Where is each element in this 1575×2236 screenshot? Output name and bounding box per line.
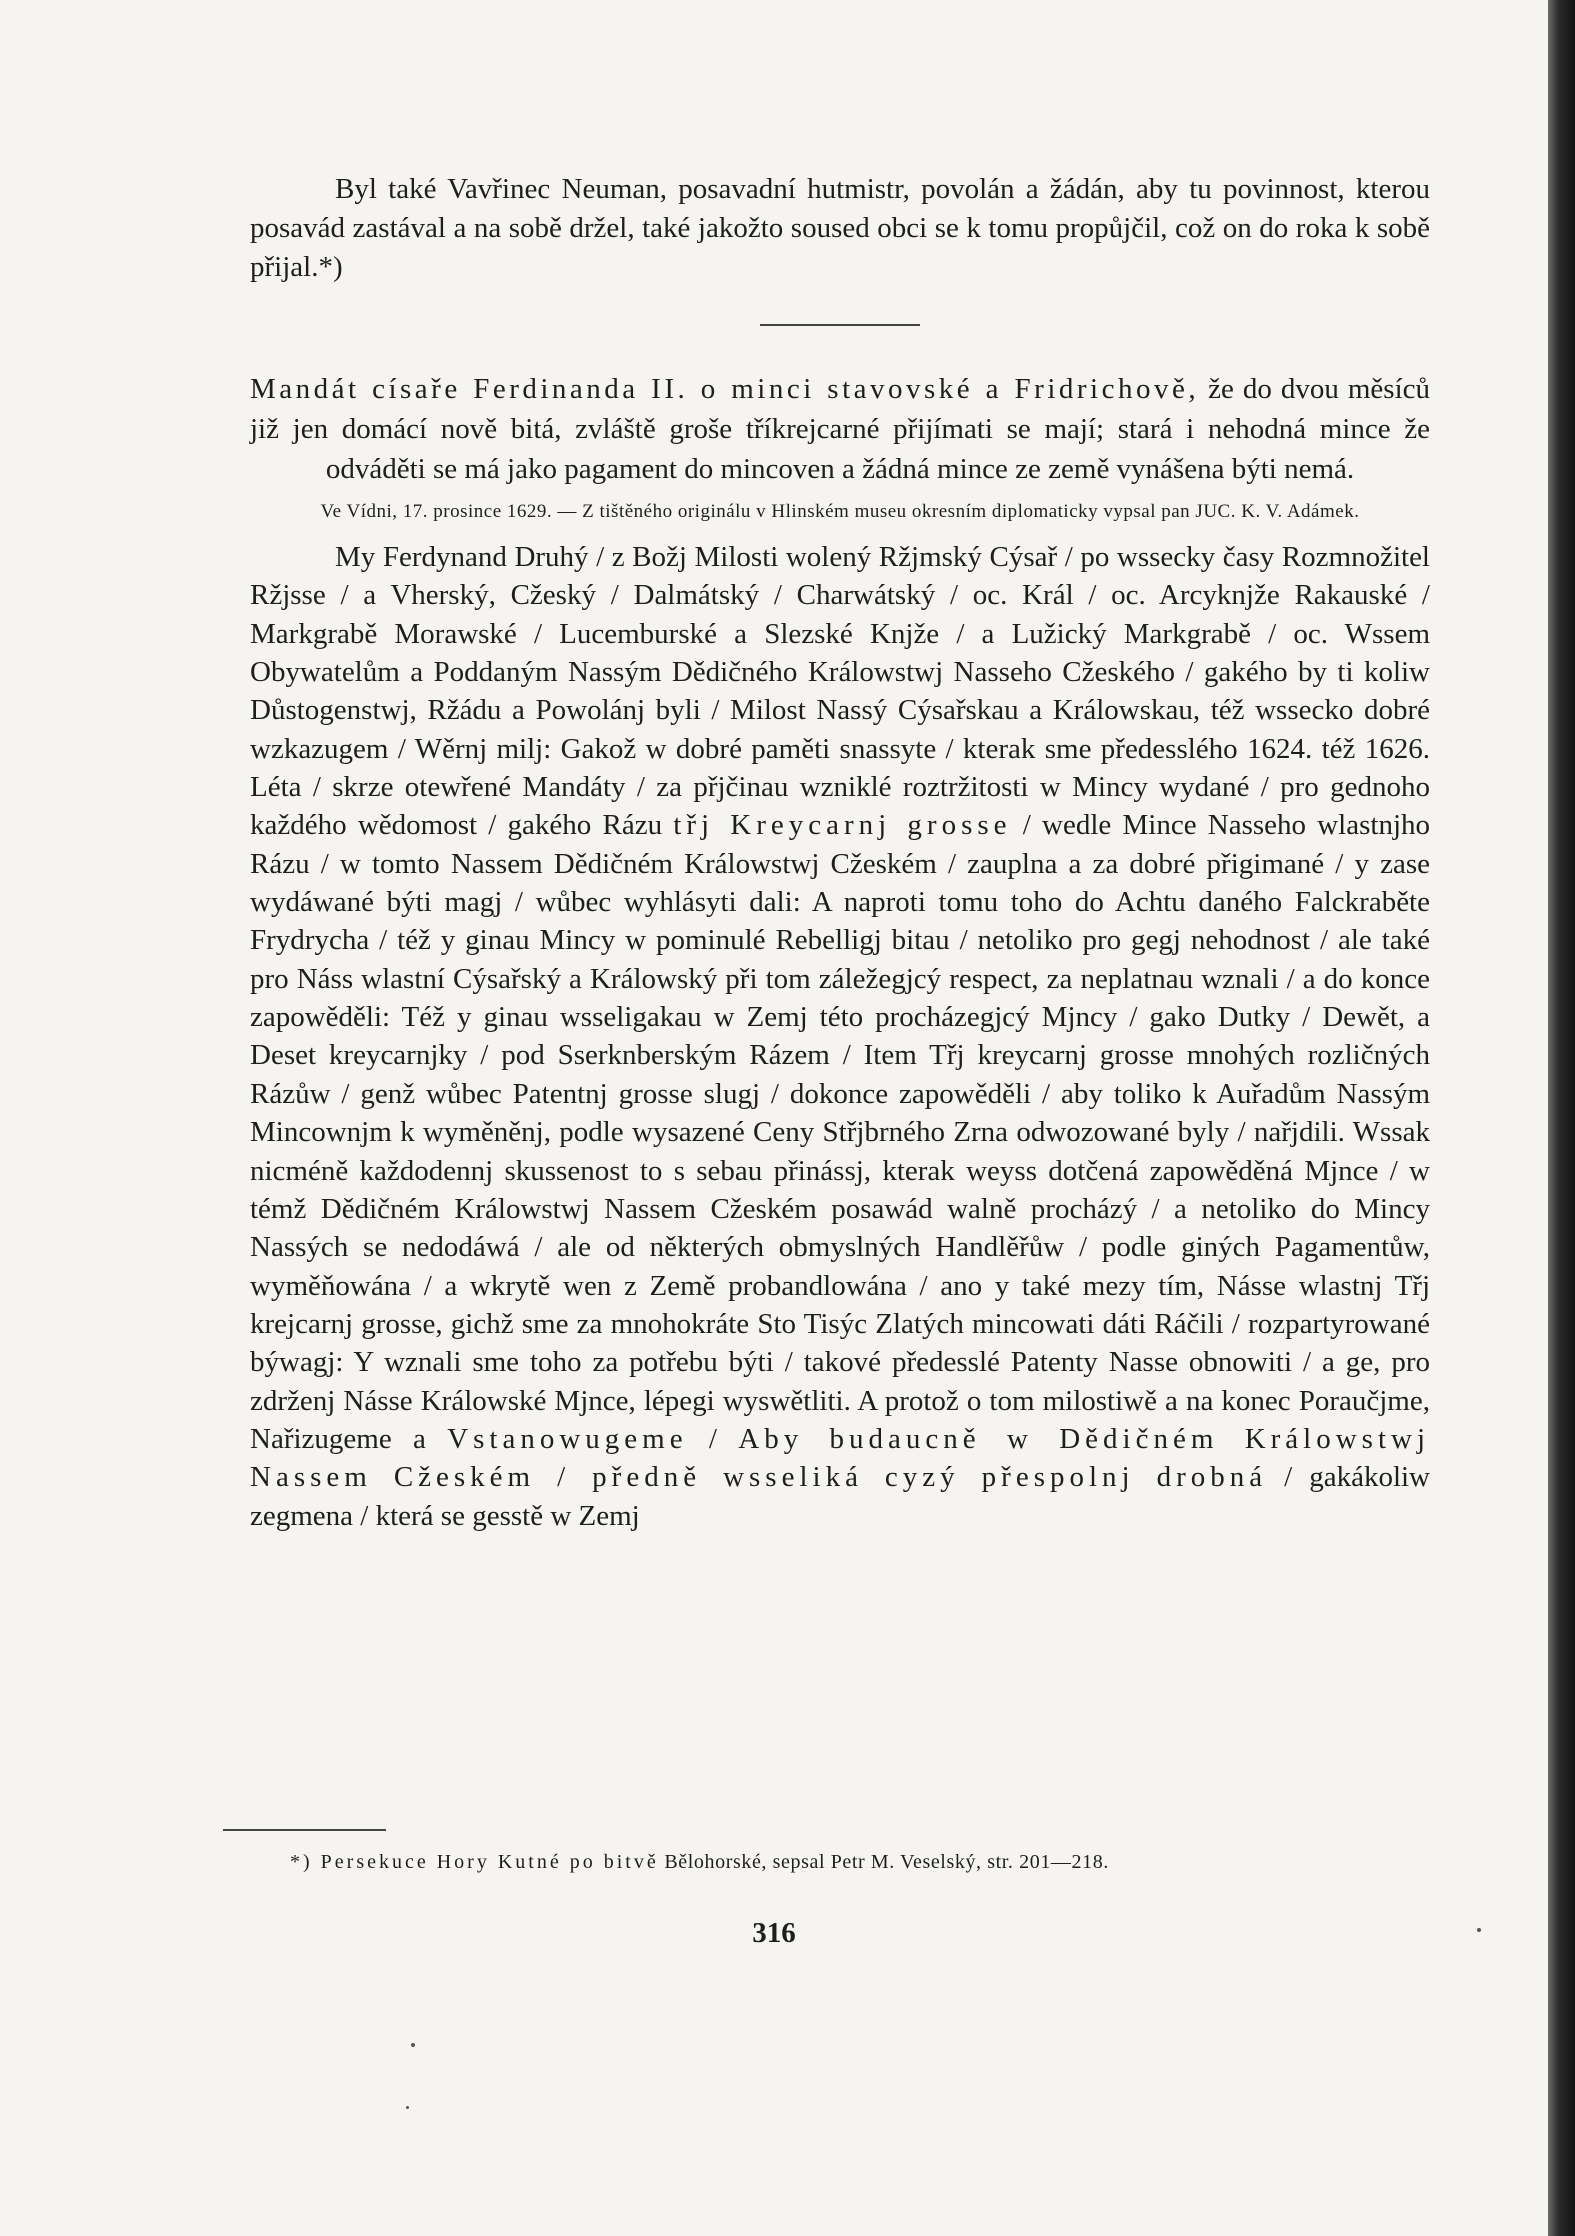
scan-speck: [1477, 1928, 1481, 1932]
mandate-spaced-3: Aby budaucně w Dědičném Králowstwj Nassem Cžeském / předně wsseliká cyzý přespolnj drobná: [250, 1422, 1431, 1494]
mandate-part-2: / wedle Mince Nasseho wlastnjho Rázu / w tomto Nassem Dědičném Králowstwj Cžeském / zauplna a za dobré přigimané / y zase wydáwané býti magj / wůbec wyhlásyti dali: A naproti tomu toho do Achtu daného Falckraběte Frydrycha / též y ginau Mincy w pominulé Rebelligj bitau / netoliko pro gegj nehodnost / ale také pro Náss wlastní Cýsařský a Králowský při tom záležegjcý respect, za neplatnau wznali / a do konce zapowěděli: Též y ginau wsseligakau w Zemj této procházegjcý Mjncy / gako Dutky / Dewět, a Deset kreycarnjky / pod Sserknberským Rázem / Item Třj kreycarnj grosse mnohých rozličných Rázůw / genž wůbec Patentnj grosse slugj / dokonce zapowěděli / aby toliko k Auřadům Nassým Mincownjm k wyměněnj, podle wysazené Ceny Střjbrného Zrna odwozowané byly / nařjdili. Wssak nicméně každodennj skussenost to s sebau přinássj, kterak weyss dotčená zapowěděná Mjnce / w témž Dědičném Králowstwj Nassem Cžeském posawád walně procházý / a netoliko do Mincy Nassých se nedodáwá / ale od některých obmyslných Handlěřůw / podle giných Pagamentůw, wyměňowána / a wkrytě wen z Země probandlowána / ano y také mezy tím, Násse wlastnj Třj krejcarnj grosse, gichž sme za mnohokráte Sto Tisýc Zlatých mincowati dáti Ráčili / rozpartyrowané býwagj: Y wznali sme toho za potřebu býti / takové předesslé Patenty Nasse obnowiti / a ge, pro zdrženj Násse Králowské Mjnce, lépegi wyswětliti. A protož o tom milostiwě a na konec Poraučjme, Nařizugeme a: [250, 809, 1431, 1455]
footnote: [290, 1848, 1440, 1876]
mandate-part-1: My Ferdynand Druhý / z Božj Milosti wolený Ržjmský Cýsař / po wssecky časy Rozmnožitel Ržjsse / a Vherský, Cžeský / Dalmátský / Charwátský / oc. Král / oc. Arcyknjže Rakauské / Markgrabě Morawské / Lucemburské a Slezské Knjže / a Lužický Markgrabě / oc. Wssem Obywatelům a Poddaným Nassým Dědičného Králowstwj Nasseho Cžeského / gakého by ti koliw Důstogenstwj, Ržádu a Powolánj byli / Milost Nassý Cýsařskau a Králowskau, též wssecko dobré wzkazugem / Wěrnj milj: Gakož w dobré paměti snassyte / kterak sme předesslého 1624. též 1626. Léta / skrze otewřené Mandáty / za přjčinau wzniklé roztržitosti w Mincy wydané / pro gednoho každého wědomost / gakého Rázu: [250, 541, 1430, 842]
main-text-block: [250, 170, 1430, 1535]
footnote-rest: Bělohorské, sepsal Petr M. Veselský, str. 201—218.: [664, 1851, 1109, 1873]
footnote-rule: [223, 1829, 386, 1831]
source-note: Ve Vídni, 17. prosince 1629. — Z tištěného originálu v Hlinském museu okresním diplomaticky vypsal pan JUC. K. V. Adámek.: [320, 501, 1360, 522]
scan-speck: [411, 2043, 415, 2047]
mandate-heading: [250, 369, 1430, 489]
heading-rest: že do dvou měsíců již jen domácí nově bitá, zvláště groše tříkrejcarné přijímati se mají; stará i nehodná mince že odváděti se má jako pagament do mincoven a žádná mince ze země vynášena býti nemá.: [250, 373, 1431, 485]
section-separator: [760, 324, 920, 326]
mandate-part-3: /: [708, 1422, 717, 1455]
mandate-text: [250, 538, 1430, 1535]
page-edge-shadow: [1548, 0, 1575, 2236]
mandate-spaced-2: Vstanowugeme: [447, 1422, 688, 1455]
intro-paragraph: Byl také Vavřinec Neuman, posavadní hutmistr, povolán a žádán, aby tu povinnost, kterou posavád zastával a na sobě držel, také jakožto soused obci se k tomu propůjčil, což on do roka k sobě přijal.*): [250, 173, 1430, 283]
heading-lead: Mandát císaře Ferdinanda II. o minci stavovské a Fridrichově,: [250, 373, 1200, 405]
footnote-spaced: *) Persekuce Hory Kutné po bitvě: [290, 1851, 659, 1873]
mandate-part-4: / gakákoliw zegmena / která se gesstě w Zemj: [250, 1461, 1430, 1532]
mandate-spaced-1: třj Kreycarnj grosse: [673, 809, 1012, 842]
page-number: 316: [752, 1917, 796, 1949]
scan-speck: [406, 2106, 409, 2109]
